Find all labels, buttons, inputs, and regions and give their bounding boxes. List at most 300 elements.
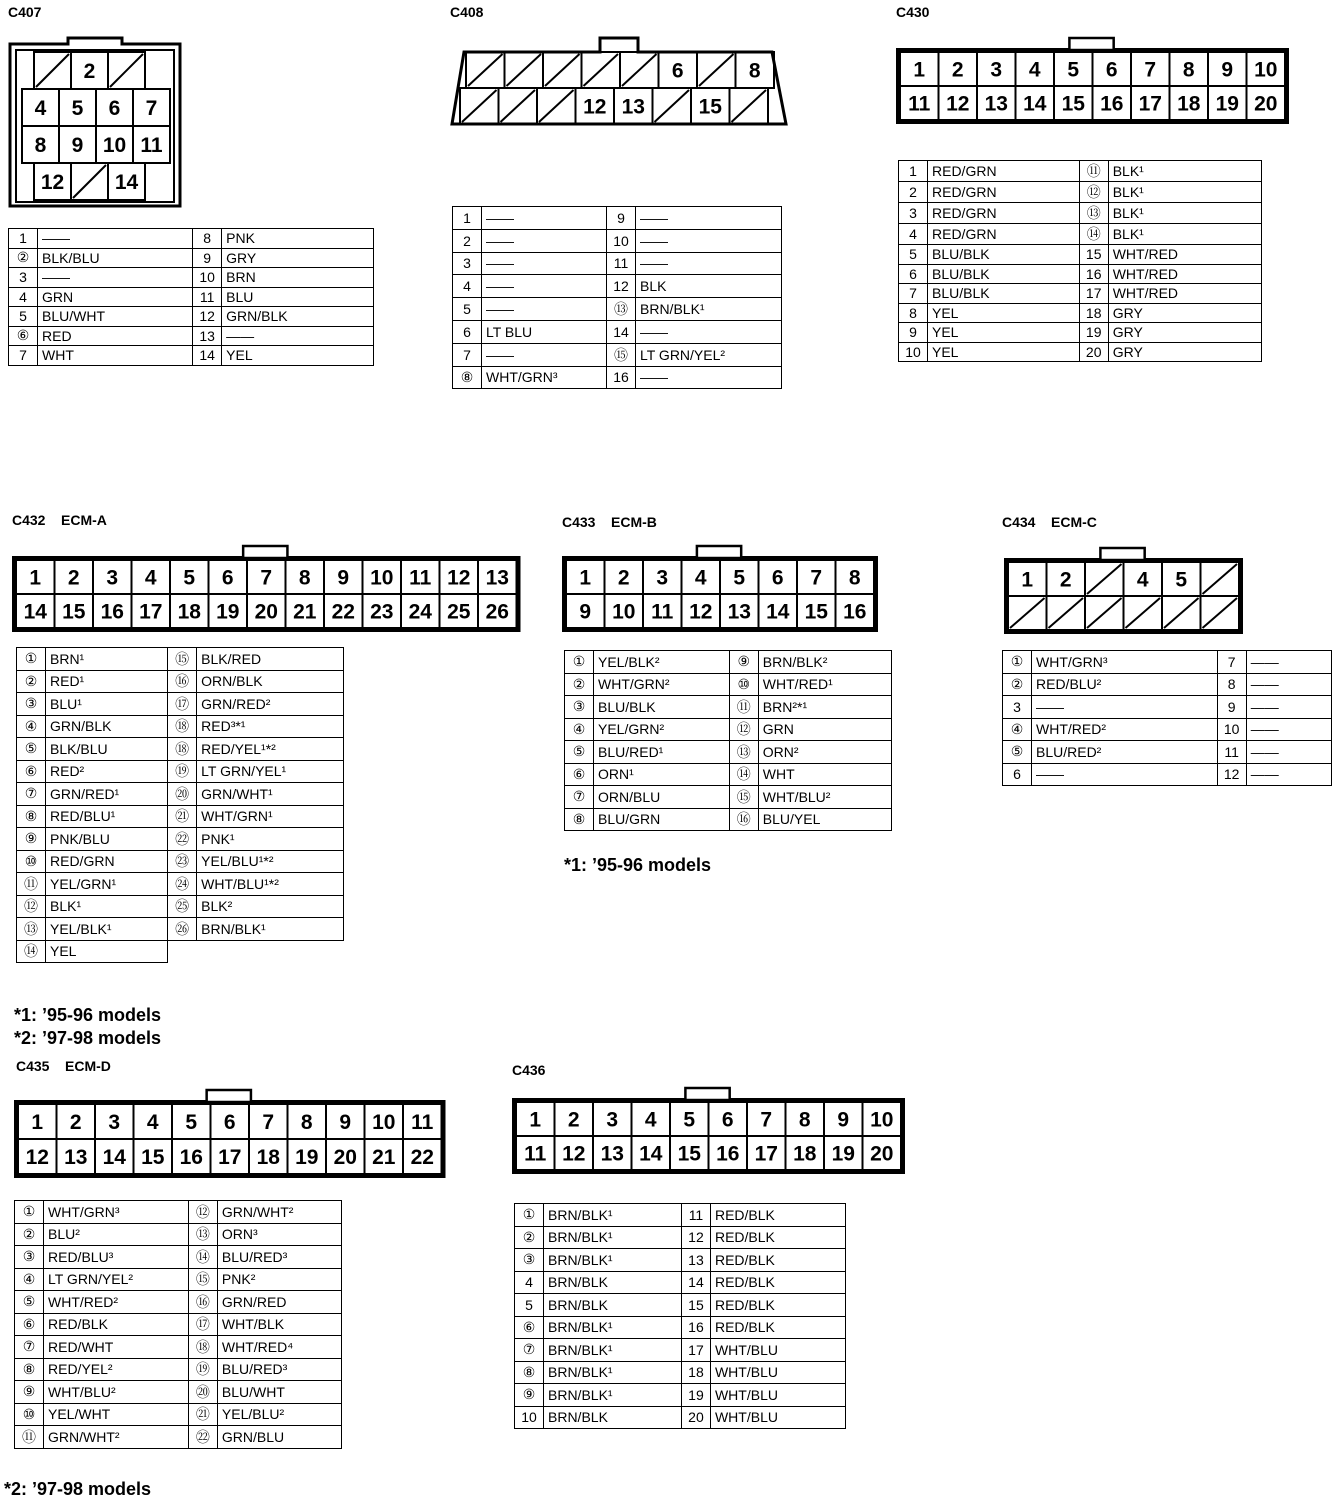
c435-wire-color: BLU² <box>44 1223 189 1246</box>
c436-connector-face <box>512 1086 905 1174</box>
c430-table-row <box>899 303 1262 323</box>
c430-pin-number: 10 <box>899 342 928 362</box>
c408-cavity-label: 8 <box>748 59 761 83</box>
c432-cavity-label: 6 <box>221 566 234 590</box>
c432-cavity-label: 26 <box>485 600 509 624</box>
c408-blank-cavity <box>539 90 574 122</box>
c435-cavity-label: 4 <box>146 1111 159 1135</box>
c434-wire-color: —— <box>1246 696 1331 719</box>
c435-pin-number: ⑳ <box>188 1381 217 1404</box>
c432-wire-color: RED/GRN <box>46 850 168 873</box>
c430-wire-color: YEL <box>928 323 1080 343</box>
c408-table-row <box>453 252 782 275</box>
c432-wire-color: YEL/BLU¹*² <box>197 850 344 873</box>
c434-blank-cavity <box>1126 598 1161 628</box>
c407-pin-number: 10 <box>193 268 222 288</box>
c430-cavity-label: 17 <box>1138 92 1162 116</box>
c407-cavity-label: 5 <box>71 97 84 121</box>
c436-cavity-label: 7 <box>760 1108 773 1132</box>
c435-pin-number: ㉒ <box>188 1426 217 1449</box>
c434-wire-color: —— <box>1246 651 1331 674</box>
c432-pin-number: ⑯ <box>168 670 197 693</box>
c433-cavity-label: 5 <box>733 566 746 590</box>
c432-wire-color: PNK/BLU <box>46 828 168 851</box>
c433-title: C433 ECM-B <box>562 514 657 530</box>
c434-table-row <box>1003 741 1332 764</box>
c432-pin-number: ㉓ <box>168 850 197 873</box>
c407-wire-color: YEL <box>222 346 374 366</box>
c408-pin-number: 6 <box>453 320 482 343</box>
c408-title: C408 <box>450 4 484 20</box>
c408-blank-cavity <box>732 90 767 122</box>
c407-cavity-label: 14 <box>114 171 139 195</box>
c408-cavity-label: 13 <box>621 95 645 119</box>
c435-cavity-label: 8 <box>300 1111 313 1135</box>
c430-table-row <box>899 182 1262 203</box>
c435-cavity-label: 7 <box>262 1111 275 1135</box>
c432-pin-number: ㉕ <box>168 895 197 918</box>
c408-pin-number: 3 <box>453 252 482 275</box>
c434-wire-color: RED/BLU² <box>1032 673 1218 696</box>
c432-wire-color: RED³*¹ <box>197 715 344 738</box>
c432-pin-number: ⑳ <box>168 783 197 806</box>
c432-table-row <box>17 918 344 941</box>
c430-pin-number: ⑫ <box>1079 182 1108 203</box>
c430-table-row <box>899 342 1262 362</box>
c408-blank-cavity <box>622 54 657 86</box>
c430-cavity-label: 6 <box>1105 58 1118 82</box>
c434-pin-number: ④ <box>1003 718 1032 741</box>
c435-table-row <box>15 1358 342 1381</box>
c435-connector-face <box>14 1088 446 1178</box>
c435-pin-number: ② <box>15 1223 44 1246</box>
c432-cavity-label: 12 <box>447 566 471 590</box>
c430-pin-number: ⑭ <box>1079 224 1108 245</box>
c435-wire-color: YEL/WHT <box>44 1403 189 1426</box>
c432-pin-number: ㉑ <box>168 805 197 828</box>
c436-cavity-label: 4 <box>644 1108 657 1132</box>
c432-footnote-1: *1: ’95-96 models <box>14 1005 162 1025</box>
c408-table-row <box>453 275 782 298</box>
c430-cavity-label: 11 <box>908 92 931 116</box>
c433-cavity-label: 1 <box>579 566 592 590</box>
c432-wire-color <box>197 940 344 963</box>
c433-table-row <box>565 808 892 831</box>
c407-pin-number: 4 <box>9 287 38 307</box>
c436-table-row <box>515 1406 846 1429</box>
c433-cavity-label: 8 <box>848 566 861 590</box>
c430-cavity-label: 10 <box>1254 58 1278 82</box>
c430-cavity-label: 15 <box>1061 92 1085 116</box>
c430-cavity-label: 4 <box>1028 58 1041 82</box>
c432-wire-color: GRN/RED¹ <box>46 783 168 806</box>
c407-pin-number: 9 <box>193 248 222 268</box>
c435-footnote-1: *2: ’97-98 models <box>4 1479 152 1499</box>
c430-wire-color: BLU/BLK <box>928 284 1080 304</box>
c433-pin-number: ③ <box>565 696 594 719</box>
c436-table-row <box>515 1339 846 1362</box>
c433-pin-number: ⑬ <box>729 741 758 764</box>
c435-pin-number: ① <box>15 1201 44 1224</box>
c435-pin-number: ⑰ <box>188 1313 217 1336</box>
c432-pin-number: ⑮ <box>168 648 197 671</box>
c430-table-row <box>899 284 1262 304</box>
c433-pin-number: ⑤ <box>565 741 594 764</box>
c430-cavity-label: 9 <box>1221 58 1234 82</box>
c430-pin-number: 1 <box>899 161 928 182</box>
c436-table-row <box>515 1316 846 1339</box>
c432-cavity-label: 11 <box>409 566 432 590</box>
c407-wire-color: WHT <box>38 346 193 366</box>
c436-pin-number: 11 <box>681 1204 710 1227</box>
c432-wire-color: BLK² <box>197 895 344 918</box>
c407-wire-color: GRN <box>38 287 193 307</box>
c432-table-row <box>17 783 344 806</box>
c430-pin-number: 8 <box>899 303 928 323</box>
c430-table-row <box>899 323 1262 343</box>
c433-wire-color: BLU/GRN <box>594 808 730 831</box>
c433-cavity-label: 4 <box>694 566 707 590</box>
c433-wire-color: WHT/GRN² <box>594 673 730 696</box>
c407-wire-color: BLK/BLU <box>38 248 193 268</box>
c433-cavity-label: 15 <box>804 600 828 624</box>
c432-wire-color: GRN/RED² <box>197 693 344 716</box>
c435-wire-color: WHT/BLK <box>217 1313 341 1336</box>
c433-pin-number: ⑫ <box>729 718 758 741</box>
c407-blank-cavity <box>73 165 106 198</box>
c408-blank-cavity <box>507 54 542 86</box>
c407-pin-number: 8 <box>193 229 222 249</box>
c408-blank-cavity <box>699 54 734 86</box>
c436-table-row <box>515 1361 846 1384</box>
c432-pin-number: ⑱ <box>168 738 197 761</box>
c430-pin-number: 2 <box>899 182 928 203</box>
c436-wire-color: WHT/BLU <box>710 1384 845 1407</box>
c433-wire-color: BLU/BLK <box>594 696 730 719</box>
c436-pin-number: 20 <box>681 1406 710 1429</box>
c433-table-row <box>565 741 892 764</box>
c432-table-row <box>17 715 344 738</box>
c433-cavity-label: 14 <box>766 600 790 624</box>
c435-wire-color: RED/BLU³ <box>44 1246 189 1269</box>
c436-wire-color: RED/BLK <box>710 1226 845 1249</box>
c432-wire-color: BLK/RED <box>197 648 344 671</box>
c435-pin-number: ⑮ <box>188 1268 217 1291</box>
c430-title: C430 <box>896 4 930 20</box>
c430-connector-face <box>896 36 1289 124</box>
c408-wire-color: —— <box>482 229 607 252</box>
c435-table-row <box>15 1336 342 1359</box>
c436-cavity-label: 16 <box>716 1142 740 1166</box>
c435-wire-color: PNK² <box>217 1268 341 1291</box>
c435-pin-number: ⑥ <box>15 1313 44 1336</box>
c435-cavity-label: 21 <box>372 1146 396 1170</box>
c433-wire-color: WHT/BLU² <box>758 786 891 809</box>
c430-pin-number: 9 <box>899 323 928 343</box>
c408-wire-color: —— <box>482 207 607 230</box>
c434-pin-number: ② <box>1003 673 1032 696</box>
c432-wire-color: YEL/BLK¹ <box>46 918 168 941</box>
c435-table-row <box>15 1268 342 1291</box>
c408-table-row <box>453 366 782 389</box>
c432-cavity-label: 23 <box>370 600 394 624</box>
c407-connector-face <box>8 36 184 212</box>
c432-pin-number: ⑦ <box>17 783 46 806</box>
c435-cavity-label: 6 <box>223 1111 236 1135</box>
c436-wire-color: BRN/BLK <box>544 1271 682 1294</box>
c434-pin-table <box>1002 650 1332 786</box>
c436-cavity-label: 20 <box>870 1142 894 1166</box>
c430-wire-color: RED/GRN <box>928 203 1080 224</box>
c432-pin-number: ㉔ <box>168 873 197 896</box>
c430-cavity-label: 16 <box>1100 92 1124 116</box>
c434-pin-number: 8 <box>1217 673 1246 696</box>
c408-blank-cavity <box>655 90 690 122</box>
c436-pin-number: ⑨ <box>515 1384 544 1407</box>
c433-cavity-label: 13 <box>727 600 751 624</box>
c407-wire-color: GRY <box>222 248 374 268</box>
c436-cavity-label: 17 <box>754 1142 778 1166</box>
c408-pin-number: 12 <box>607 275 636 298</box>
c434-blank-cavity <box>1087 564 1122 594</box>
c433-pin-number: ④ <box>565 718 594 741</box>
c434-wire-color: BLU/RED² <box>1032 741 1218 764</box>
c407-pin-number: 12 <box>193 307 222 327</box>
c435-wire-color: BLU/WHT <box>217 1381 341 1404</box>
c432-title: C432 ECM-A <box>12 512 107 528</box>
c408-wire-color: LT BLU <box>482 320 607 343</box>
c408-table-row <box>453 343 782 366</box>
c408-wire-color: BLK <box>636 275 782 298</box>
c435-cavity-label: 13 <box>64 1146 88 1170</box>
c433-pin-number: ⑥ <box>565 763 594 786</box>
c408-pin-number: 9 <box>607 207 636 230</box>
c436-table-row <box>515 1384 846 1407</box>
c432-table-row <box>17 805 344 828</box>
c435-pin-number: ⑤ <box>15 1291 44 1314</box>
c432-cavity-label: 4 <box>144 566 157 590</box>
c408-cavity-label: 15 <box>698 95 722 119</box>
c436-wire-color: RED/BLK <box>710 1316 845 1339</box>
c433-wire-color: ORN¹ <box>594 763 730 786</box>
c436-wire-color: BRN/BLK¹ <box>544 1384 682 1407</box>
c407-cavity-label: 8 <box>34 134 47 158</box>
c408-table-row <box>453 207 782 230</box>
c436-cavity-label: 8 <box>798 1108 811 1132</box>
c434-table-row <box>1003 763 1332 786</box>
c408-pin-number: 14 <box>607 320 636 343</box>
c433-footnote-1: *1: ’95-96 models <box>564 855 712 875</box>
c435-table-row <box>15 1426 342 1449</box>
c436-cavity-label: 10 <box>870 1108 894 1132</box>
c436-cavity-label: 14 <box>639 1142 663 1166</box>
c436-cavity-label: 18 <box>793 1142 817 1166</box>
c432-table-row <box>17 670 344 693</box>
c435-wire-color: WHT/RED⁴ <box>217 1336 341 1359</box>
c432-table-row <box>17 693 344 716</box>
c433-pin-number: ⑪ <box>729 696 758 719</box>
c436-wire-color: BRN/BLK¹ <box>544 1249 682 1272</box>
c432-pin-number: ② <box>17 670 46 693</box>
c408-blank-cavity <box>468 54 503 86</box>
c408-wire-color: —— <box>636 229 782 252</box>
c430-cavity-label: 8 <box>1182 58 1195 82</box>
c433-wire-color: BLU/RED¹ <box>594 741 730 764</box>
c430-cavity-label: 7 <box>1144 58 1157 82</box>
c432-pin-number: ⑨ <box>17 828 46 851</box>
c407-wire-color: RED <box>38 326 193 346</box>
c407-cavity-label: 12 <box>40 171 65 195</box>
c408-wire-color: —— <box>482 252 607 275</box>
c407-table-row <box>9 307 374 327</box>
c432-wire-color: RED¹ <box>46 670 168 693</box>
c435-wire-color: LT GRN/YEL² <box>44 1268 189 1291</box>
c436-cavity-label: 6 <box>721 1108 734 1132</box>
c436-pin-number: 15 <box>681 1294 710 1317</box>
c408-blank-cavity <box>462 90 497 122</box>
c435-pin-number: ⑩ <box>15 1403 44 1426</box>
c433-wire-color: YEL/GRN² <box>594 718 730 741</box>
c436-cavity-label: 5 <box>683 1108 696 1132</box>
c436-wire-color: RED/BLK <box>710 1271 845 1294</box>
c430-wire-color: GRY <box>1108 303 1261 323</box>
c434-pin-number: ① <box>1003 651 1032 674</box>
c436-wire-color: WHT/BLU <box>710 1361 845 1384</box>
c432-pin-number: ㉒ <box>168 828 197 851</box>
c408-pin-number: 2 <box>453 229 482 252</box>
c432-wire-color: BLK¹ <box>46 895 168 918</box>
c433-pin-number: ⑮ <box>729 786 758 809</box>
c435-table-row <box>15 1291 342 1314</box>
c434-wire-color: —— <box>1032 696 1218 719</box>
c432-table-row <box>17 895 344 918</box>
c433-cavity-label: 3 <box>656 566 669 590</box>
c407-wire-color: BRN <box>222 268 374 288</box>
c436-pin-number: 18 <box>681 1361 710 1384</box>
c432-wire-color: BRN¹ <box>46 648 168 671</box>
c432-cavity-label: 9 <box>337 566 350 590</box>
c407-table-row <box>9 346 374 366</box>
c430-pin-number: 18 <box>1079 303 1108 323</box>
c408-pin-number: ⑧ <box>453 366 482 389</box>
c436-pin-number: ⑥ <box>515 1316 544 1339</box>
c407-pin-number: 5 <box>9 307 38 327</box>
c432-table-row <box>17 760 344 783</box>
c436-pin-number: 13 <box>681 1249 710 1272</box>
c408-pin-number: 16 <box>607 366 636 389</box>
c435-pin-number: ③ <box>15 1246 44 1269</box>
c407-wire-color: BLU/WHT <box>38 307 193 327</box>
c407-pin-number: ⑥ <box>9 326 38 346</box>
c430-cavity-label: 14 <box>1023 92 1047 116</box>
c408-pin-number: 10 <box>607 229 636 252</box>
c432-pin-number: ⑪ <box>17 873 46 896</box>
c430-pin-number: ⑬ <box>1079 203 1108 224</box>
c435-cavity-label: 20 <box>333 1146 357 1170</box>
c430-table-row <box>899 203 1262 224</box>
c433-cavity-label: 2 <box>617 566 630 590</box>
c432-cavity-label: 21 <box>293 600 317 624</box>
c432-cavity-label: 1 <box>29 566 42 590</box>
c430-pin-number: 3 <box>899 203 928 224</box>
c432-connector-face <box>12 544 521 632</box>
c407-pin-number: ② <box>9 248 38 268</box>
c436-wire-color: BRN/BLK¹ <box>544 1361 682 1384</box>
c433-table-row <box>565 673 892 696</box>
c430-pin-number: 6 <box>899 264 928 284</box>
c433-wire-color: ORN² <box>758 741 891 764</box>
c407-cavity-label: 4 <box>34 97 47 121</box>
c432-cavity-label: 10 <box>370 566 394 590</box>
c433-pin-number: ⑭ <box>729 763 758 786</box>
c408-pin-number: 11 <box>607 252 636 275</box>
c436-wire-color: BRN/BLK¹ <box>544 1316 682 1339</box>
c407-cavity-label: 10 <box>102 134 127 158</box>
c435-cavity-label: 18 <box>256 1146 280 1170</box>
c436-pin-number: ⑧ <box>515 1361 544 1384</box>
c433-connector-face <box>562 544 878 632</box>
c435-wire-color: ORN³ <box>217 1223 341 1246</box>
c432-pin-number: ⑥ <box>17 760 46 783</box>
c430-table-row <box>899 245 1262 265</box>
c435-cavity-label: 14 <box>102 1146 126 1170</box>
c436-wire-color: BRN/BLK¹ <box>544 1204 682 1227</box>
c430-cavity-label: 13 <box>984 92 1008 116</box>
c435-wire-color: RED/YEL² <box>44 1358 189 1381</box>
c432-cavity-label: 7 <box>260 566 273 590</box>
c435-pin-number: ⑨ <box>15 1381 44 1404</box>
c432-pin-table <box>16 647 344 963</box>
c435-pin-number: ⑧ <box>15 1358 44 1381</box>
c436-cavity-label: 13 <box>600 1142 624 1166</box>
c407-table-row <box>9 248 374 268</box>
c436-pin-number: ① <box>515 1204 544 1227</box>
c407-table-row <box>9 268 374 288</box>
c436-pin-number: 10 <box>515 1406 544 1429</box>
c407-cavity-label: 11 <box>140 134 163 158</box>
c434-pin-number: 3 <box>1003 696 1032 719</box>
c432-cavity-label: 19 <box>216 600 240 624</box>
c434-blank-cavity <box>1164 598 1199 628</box>
c433-table-row <box>565 651 892 674</box>
c432-cavity-label: 18 <box>177 600 201 624</box>
c408-pin-number: 4 <box>453 275 482 298</box>
c434-connector-face <box>1004 546 1243 634</box>
c408-wire-color: —— <box>482 275 607 298</box>
c433-pin-number: ⑨ <box>729 651 758 674</box>
c430-pin-number: 4 <box>899 224 928 245</box>
c435-table-row <box>15 1223 342 1246</box>
c434-cavity-label: 1 <box>1021 568 1034 592</box>
c433-wire-color: ORN/BLU <box>594 786 730 809</box>
c430-wire-color: WHT/RED <box>1108 284 1261 304</box>
c432-footnote-2: *2: ’97-98 models <box>14 1028 162 1048</box>
c436-wire-color: WHT/BLU <box>710 1406 845 1429</box>
c435-wire-color: GRN/BLU <box>217 1426 341 1449</box>
c407-pin-number: 11 <box>193 287 222 307</box>
c436-table-row <box>515 1271 846 1294</box>
c433-wire-color: BLU/YEL <box>758 808 891 831</box>
c432-cavity-label: 15 <box>62 600 86 624</box>
c436-title: C436 <box>512 1062 546 1078</box>
c434-pin-number: 11 <box>1217 741 1246 764</box>
c432-wire-color: YEL/GRN¹ <box>46 873 168 896</box>
c407-blank-cavity <box>110 54 143 87</box>
c432-table-row <box>17 648 344 671</box>
c433-pin-number: ⑩ <box>729 673 758 696</box>
c430-pin-number: 20 <box>1079 342 1108 362</box>
c408-table-row <box>453 298 782 321</box>
